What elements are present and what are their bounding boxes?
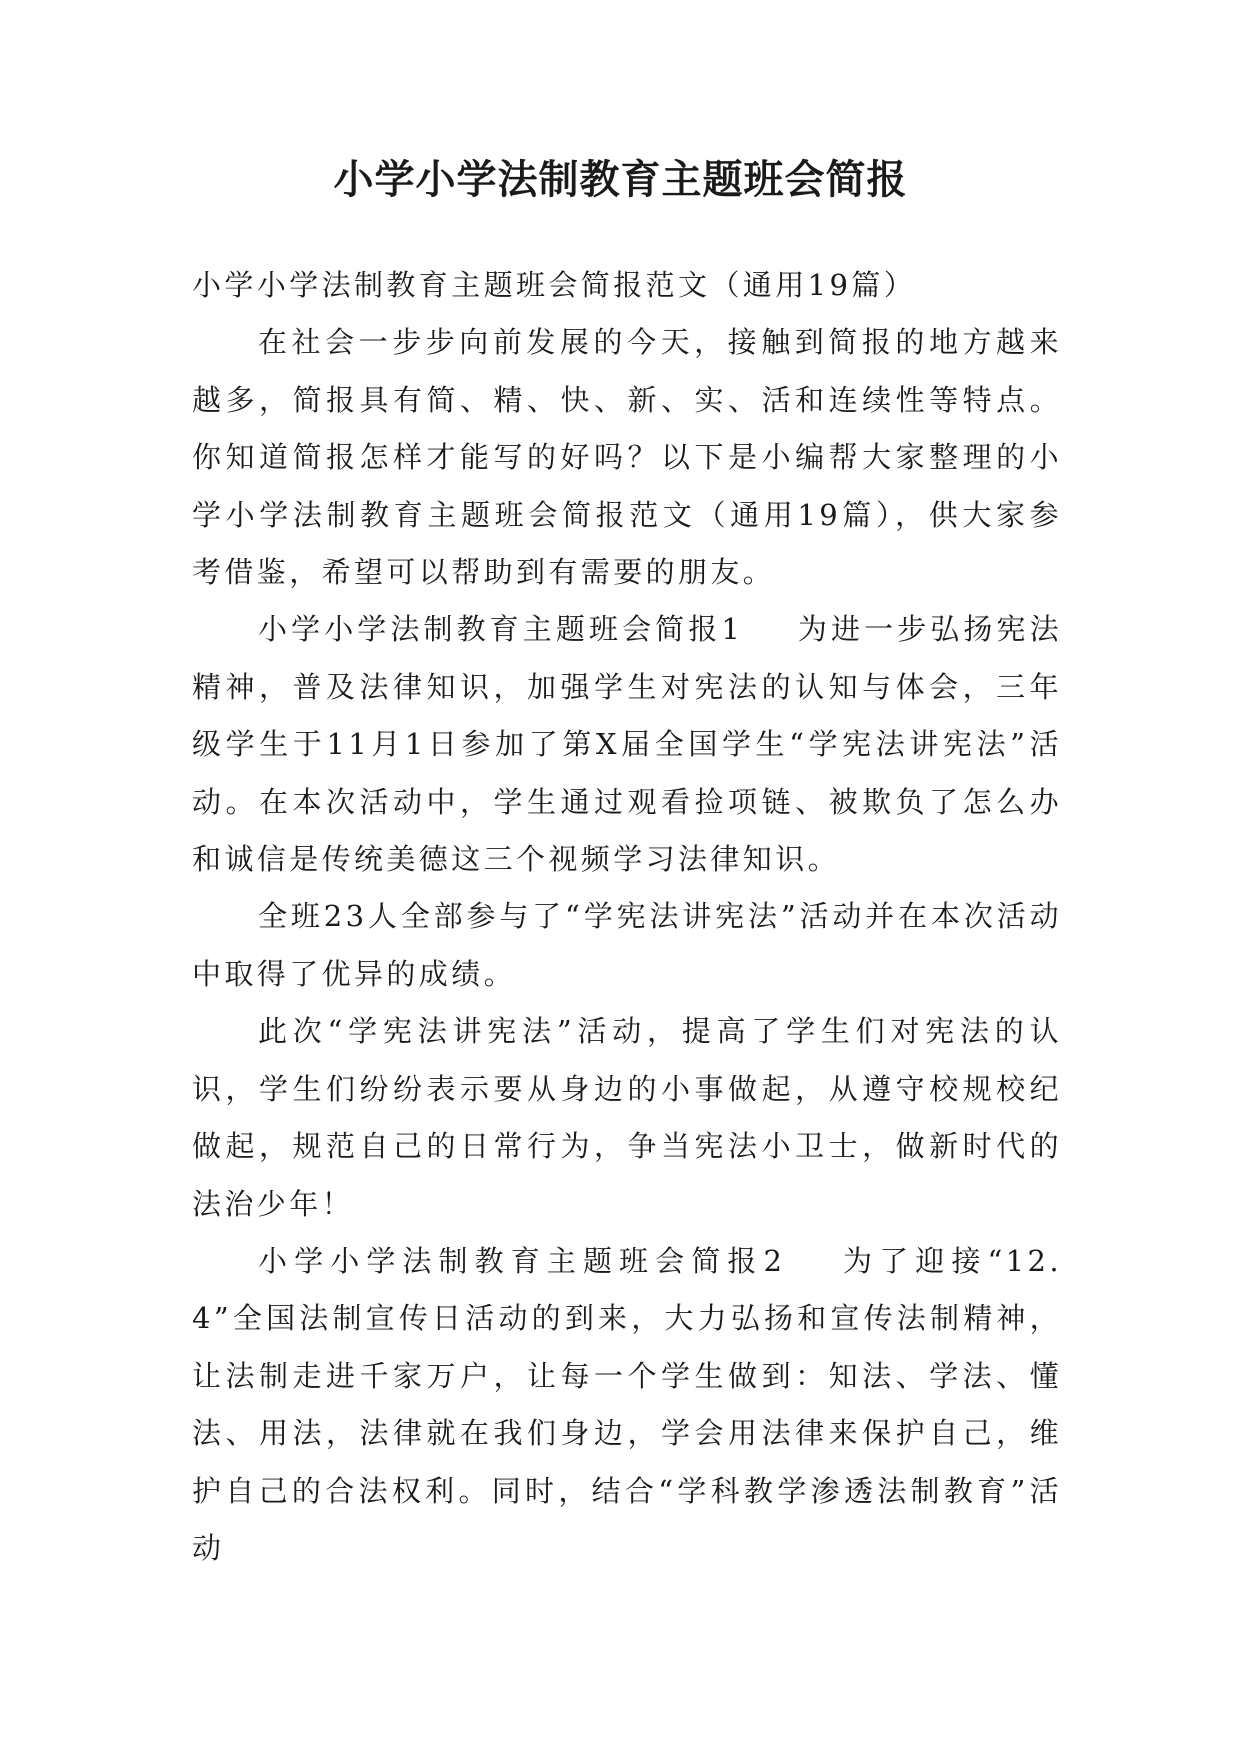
section-1-paragraph-2: 全班23人全部参与了“学宪法讲宪法”活动并在本次活动中取得了优异的成绩。 (192, 899, 1062, 991)
section-2-paragraph (192, 1233, 1062, 1577)
document-body (192, 257, 1062, 1577)
section-1-text: 为进一步弘扬宪法精神，普及法律知识，加强学生对宪法的认知与体会，三年级学生于11月1日参加了第X届全国学生“学宪法讲宪法”活动。在本次活动中，学生通过观看捡项链、被欺负了怎么办和诚信是传统美德这三个视频学习法律知识。 (192, 612, 1062, 877)
section-1-paragraph (192, 601, 1062, 888)
intro-paragraph: 在社会一步步向前发展的今天，接触到简报的地方越来越多，简报具有简、精、快、新、实、活和连续性等特点。你知道简报怎样才能写的好吗？以下是小编帮大家整理的小学小学法制教育主题班会简报范文（通用19篇），供大家参考借鉴，希望可以帮助到有需要的朋友。 (192, 325, 1062, 590)
document-subtitle: 小学小学法制教育主题班会简报范文（通用19篇） (192, 268, 917, 302)
section-1-paragraph-3: 此次“学宪法讲宪法”活动，提高了学生们对宪法的认识，学生们纷纷表示要从身边的小事做起，从遵守校规校纪做起，规范自己的日常行为，争当宪法小卫士，做新时代的法治少年！ (192, 1014, 1062, 1221)
section-1-heading: 小学小学法制教育主题班会简报1 (258, 612, 744, 647)
section-2-text: 为了迎接“12.4”全国法制宣传日活动的到来，大力弘扬和宣传法制精神，让法制走进千家万户，让每一个学生做到：知法、学法、懂法、用法，法律就在我们身边，学会用法律来保护自己，维护自己的合法权利。同时，结合“学科教学渗透法制教育”活动 (192, 1243, 1062, 1565)
section-2-heading: 小学小学法制教育主题班会简报2 (258, 1243, 786, 1278)
document-title: 小学小学法制教育主题班会简报 (333, 157, 908, 203)
